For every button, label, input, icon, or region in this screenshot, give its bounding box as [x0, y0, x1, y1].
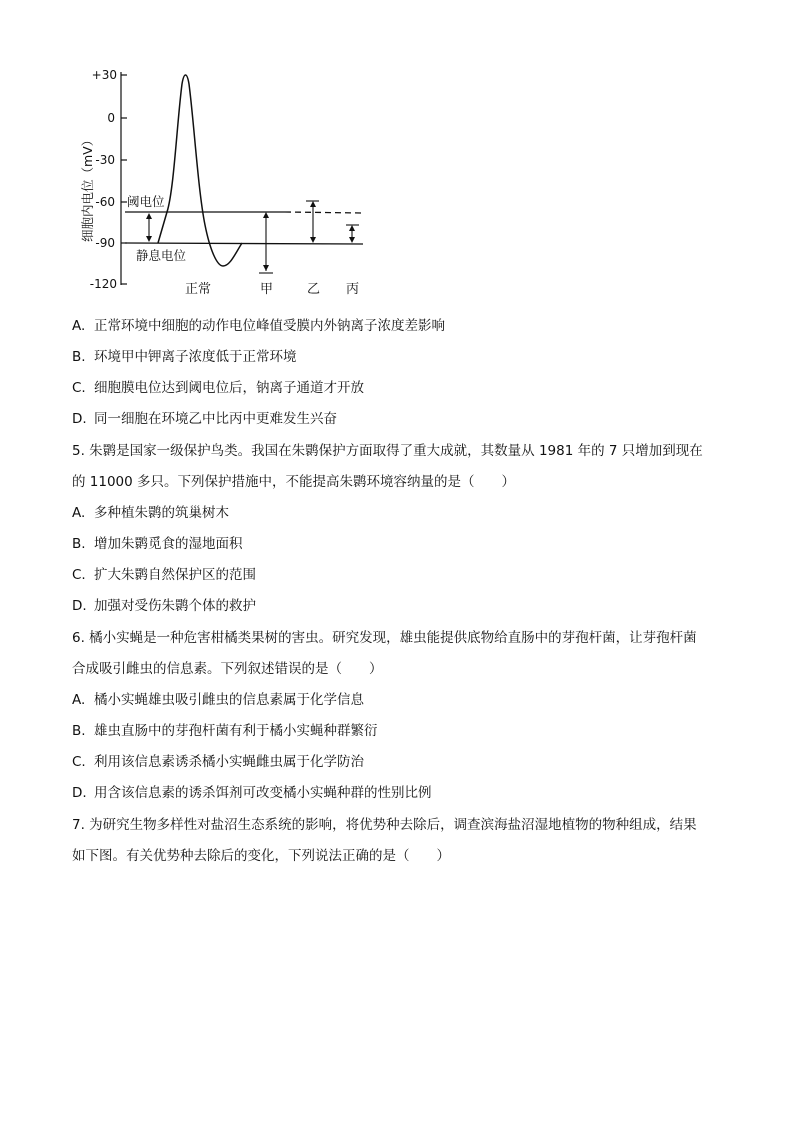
- q6-option-b: B. 雄虫直肠中的芽孢杆菌有利于橘小实蝇种群繁衍: [72, 723, 378, 739]
- q7-stem-line1: 7. 为研究生物多样性对盐沼生态系统的影响，将优势种去除后，调查滨海盐沼湿地植物的物种组成，结果: [72, 817, 697, 833]
- arrow-normal: [146, 213, 152, 242]
- q7-stem-line2: 如下图。有关优势种去除后的变化，下列说法正确的是（ ）: [72, 848, 450, 864]
- q4-option-b: B. 环境甲中钾离子浓度低于正常环境: [72, 349, 297, 365]
- q5-option-a: A. 多种植朱鹮的筑巢树木: [72, 505, 229, 521]
- q6-stem-line2: 合成吸引雌虫的信息素。下列叙述错误的是（ ）: [72, 661, 383, 677]
- arrow-bing: [346, 225, 359, 243]
- ytick-label: -120: [89, 277, 117, 291]
- q5-stem-line2: 的 11000 多只。下列保护措施中，不能提高朱鹮环境容纳量的是（ ）: [72, 474, 516, 490]
- xlabel-yi: 乙: [307, 282, 321, 297]
- resting-label: 静息电位: [136, 248, 187, 263]
- q6-option-a: A. 橘小实蝇雄虫吸引雌虫的信息素属于化学信息: [72, 692, 364, 708]
- xlabel-jia: 甲: [260, 282, 274, 297]
- q6-option-d: D. 用含该信息素的诱杀饵剂可改变橘小实蝇种群的性别比例: [72, 785, 432, 801]
- q5-option-b: B. 增加朱鹮觅食的湿地面积: [72, 536, 243, 552]
- threshold-line-dashed: [285, 212, 363, 213]
- ytick-label: 0: [107, 111, 115, 125]
- q5-stem-line1: 5. 朱鹮是国家一级保护鸟类。我国在朱鹮保护方面取得了重大成就，其数量从 1981 年的 7 只增加到现在: [72, 443, 703, 459]
- xlabel-bing: 丙: [346, 282, 360, 297]
- ytick-label: -60: [95, 195, 115, 209]
- ytick-label: +30: [91, 68, 117, 82]
- arrow-yi: [306, 201, 319, 243]
- q4-option-c: C. 细胞膜电位达到阈电位后，钠离子通道才开放: [72, 380, 364, 396]
- q6-stem-line1: 6. 橘小实蝇是一种危害柑橘类果树的害虫。研究发现，雄虫能提供底物给直肠中的芽孢杆菌，让芽孢杆菌: [72, 630, 697, 646]
- q5-option-c: C. 扩大朱鹮自然保护区的范围: [72, 567, 256, 583]
- ytick-label: -90: [95, 236, 115, 250]
- q4-option-d: D. 同一细胞在环境乙中比丙中更难发生兴奋: [72, 411, 337, 427]
- y-axis-label: 细胞内电位（mV）: [80, 133, 95, 242]
- y-ticks: [121, 75, 127, 284]
- q4-option-a: A. 正常环境中细胞的动作电位峰值受膜内外钠离子浓度差影响: [72, 318, 445, 334]
- resting-line: [125, 243, 363, 244]
- threshold-label: 阈电位: [127, 194, 165, 209]
- q6-option-c: C. 利用该信息素诱杀橘小实蝇雌虫属于化学防治: [72, 754, 364, 770]
- action-potential-curve: [158, 75, 242, 266]
- membrane-potential-figure: [70, 62, 380, 302]
- xlabel-normal: 正常: [185, 282, 212, 297]
- q5-option-d: D. 加强对受伤朱鹮个体的救护: [72, 598, 256, 614]
- ytick-label: -30: [95, 153, 115, 167]
- arrow-jia: [259, 212, 273, 273]
